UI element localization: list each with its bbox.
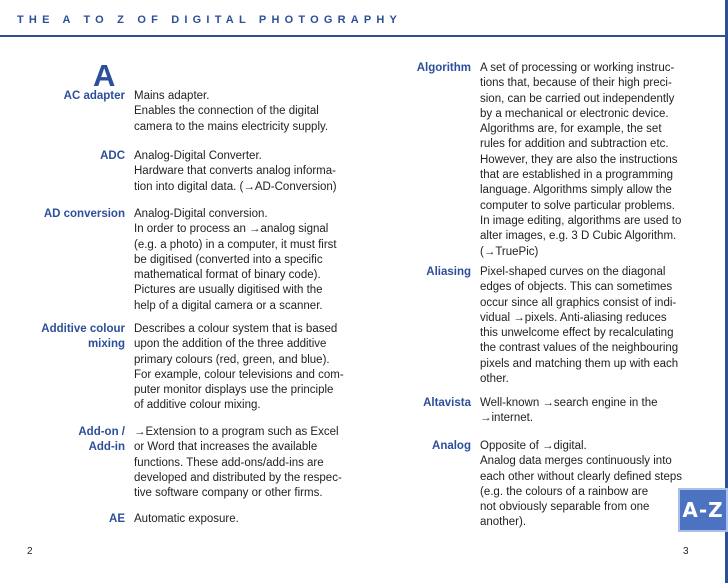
glossary-definition: A set of processing or working instruc- tions that, because of their high preci- sion, can be carried out independently by a mechanical or electronic device. Algorithms are, for example, the set rules for addition and subtraction etc. However, they are also the instructions that are established in a programming language. Algorithms simply allow the computer to solve particular problems. In image editing, algorithms are used to alter images, e.g. 3 D Cubic Algorithm. (→TruePic) bbox=[480, 62, 682, 258]
glossary-definition: Opposite of →digital. Analog data merges continuously into each other without clearly defined steps (e.g. the colours of a rainbow are not obviously separable from one another). bbox=[480, 440, 683, 529]
glossary-entry bbox=[407, 396, 712, 427]
glossary-definition: Well-known →search engine in the →internet. bbox=[480, 397, 658, 425]
glossary-term: AE bbox=[109, 513, 125, 525]
glossary-definition: →Extension to a program such as Excel or Word that increases the available functions. These add-ons/add-ins are developed and distributed by the respec- tive software company or other firms. bbox=[134, 426, 342, 500]
glossary-entry bbox=[10, 207, 384, 314]
glossary-entry bbox=[407, 439, 712, 531]
glossary-definition: Describes a colour system that is based upon the addition of the three additive primary colours (red, green, and blue). For example, colour televisions and com- puter monitor displays use the principle of additive colour mixing. bbox=[134, 323, 344, 412]
glossary-definition: Pixel-shaped curves on the diagonal edges of objects. This can sometimes occur since all graphics consist of indi- vidual →pixels. Anti-aliasing reduces this unwelcome effect by recalculating the contrast values of the neighbouring pixels and matching them up with each other. bbox=[480, 266, 679, 386]
glossary-term: Analog bbox=[432, 440, 471, 452]
glossary-entry bbox=[10, 512, 384, 527]
page-number-right: 3 bbox=[683, 546, 689, 557]
header-rule bbox=[0, 35, 728, 37]
glossary-definition: Mains adapter. Enables the connection of the digital camera to the mains electricity supply. bbox=[134, 90, 329, 133]
glossary-definition: Automatic exposure. bbox=[134, 513, 239, 525]
glossary-entry bbox=[10, 322, 384, 414]
glossary-term: AC adapter bbox=[63, 90, 125, 102]
glossary-definition: Analog-Digital conversion. In order to process an →analog signal (e.g. a photo) in a computer, it must first be digitised (converted into a specific mathematical format of binary code). Pictures are usually digitised with the help of a digital camera or a scanner. bbox=[134, 208, 337, 312]
glossary-term: ADC bbox=[100, 150, 125, 162]
glossary-term: AD conversion bbox=[43, 208, 125, 220]
glossary-term: Algorithm bbox=[416, 62, 471, 74]
a-z-badge: A-Z bbox=[678, 488, 728, 532]
glossary-term: Additive colour mixing bbox=[41, 323, 125, 351]
glossary-entry bbox=[10, 149, 384, 195]
page-header-title: THE A TO Z OF DIGITAL PHOTOGRAPHY bbox=[17, 14, 403, 26]
section-letter: A bbox=[93, 58, 116, 93]
glossary-entry bbox=[10, 89, 384, 135]
glossary-term: Aliasing bbox=[426, 266, 471, 278]
glossary-definition: Analog-Digital Converter. Hardware that converts analog informa- tion into digital data. (→AD-Conversion) bbox=[134, 150, 337, 193]
glossary-entry bbox=[407, 265, 712, 387]
glossary-term: Altavista bbox=[423, 397, 471, 409]
glossary-entry bbox=[407, 61, 712, 260]
page-number-left: 2 bbox=[27, 546, 33, 557]
glossary-term: Add-on / Add-in bbox=[78, 426, 125, 454]
glossary-entry bbox=[10, 425, 384, 501]
